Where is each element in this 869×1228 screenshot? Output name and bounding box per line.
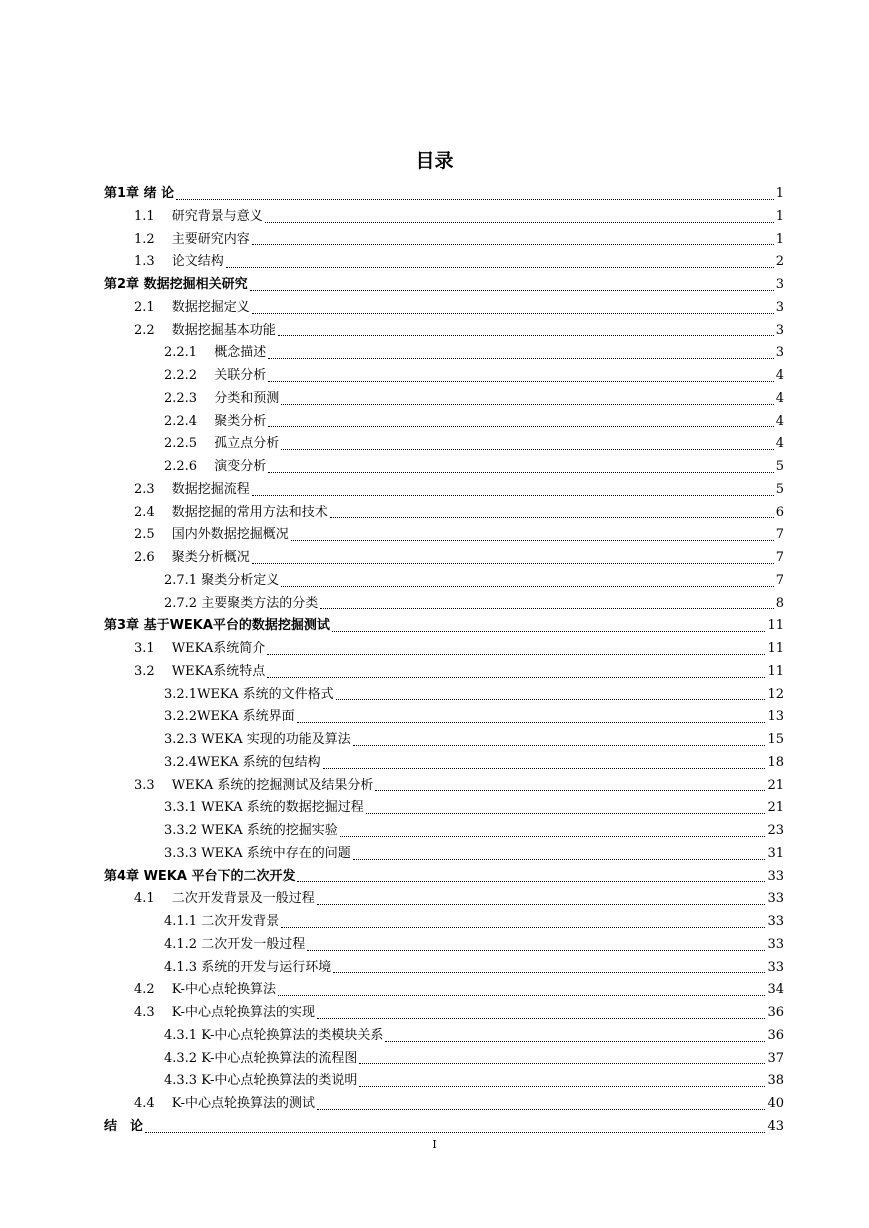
toc-entry-title: 2.2.6 演变分析 [164,459,267,474]
toc-entry-page: 21 [767,800,784,816]
dot-leader [330,516,774,518]
toc-entry-title: 2.7.2 主要聚类方法的分类 [164,595,319,611]
toc-entry-page: 11 [767,618,784,634]
dot-leader [359,1085,765,1087]
toc-entry-title: 2.3 数据挖掘流程 [134,481,250,497]
toc-entry-title: 4.1.2 二次开发一般过程 [164,936,306,952]
toc-entry[interactable] [104,684,784,707]
dot-leader [359,1062,765,1064]
toc-entry-page: 31 [767,845,784,861]
toc-entry[interactable] [104,593,784,616]
toc-entry-title: 2.2.1 概念描述 [164,345,267,361]
toc-entry[interactable] [104,570,784,593]
toc-entry-title: 第3章 基于WEKA平台的数据挖掘测试 [104,618,330,634]
dot-leader [340,835,766,837]
toc-entry-page: 33 [767,891,784,907]
dot-leader [281,585,774,587]
toc-entry-title: 4.2 K-中心点轮换算法 [134,982,276,998]
toc-entry-title: 3.2.4WEKA 系统的包结构 [164,754,321,770]
toc-entry-page: 36 [767,1005,784,1020]
toc-entry[interactable] [104,365,784,388]
dot-leader [281,926,765,928]
toc-entry-page: 6 [775,504,784,520]
toc-entry-page: 1 [775,208,784,224]
toc-entry-title: 3.3 WEKA 系统的挖掘测试及结果分析 [134,777,374,793]
dot-leader [278,334,774,336]
toc-entry[interactable] [104,388,784,411]
toc-entry-page: 13 [767,709,784,725]
page-title: 目录 [415,150,454,172]
dot-leader [145,1131,765,1133]
toc-entry-page: 23 [767,823,784,838]
toc-entry-page: 3 [775,322,784,338]
toc-entry[interactable] [104,183,784,206]
toc-entry-page: 5 [775,481,784,497]
toc-entry[interactable] [104,320,784,343]
toc-entry-title: 4.3.1 K-中心点轮换算法的类模块关系 [164,1027,384,1043]
toc-entry[interactable] [104,274,784,297]
dot-leader [250,289,774,291]
dot-leader [336,698,766,700]
dot-leader [307,949,765,951]
toc-entry-title: 1.2 主要研究内容 [134,231,250,247]
toc-entry-page: 3 [775,345,784,361]
toc-entry[interactable] [104,342,784,365]
toc-entry[interactable] [104,479,784,502]
toc-entry[interactable] [104,1093,784,1116]
toc-entry[interactable] [104,1070,784,1093]
toc-entry[interactable] [104,1025,784,1048]
toc-entry[interactable] [104,911,784,934]
toc-entry-page: 1 [775,186,784,201]
toc-entry-title: 结 论 [104,1118,144,1134]
dot-leader [176,198,774,200]
dot-leader [267,676,765,678]
toc-entry-page: 1 [775,231,784,247]
dot-leader [252,312,774,314]
toc-entry-title: 第1章 绪 论 [104,186,175,201]
dot-leader [226,266,774,268]
toc-entry[interactable] [104,547,784,570]
dot-leader [268,357,774,359]
dot-leader [281,403,774,405]
dot-leader [252,494,774,496]
page-number: I [432,1138,437,1151]
dot-leader [366,812,766,814]
toc-entry[interactable] [104,1048,784,1071]
toc-entry-page: 7 [775,527,784,543]
toc-entry-page: 4 [775,413,784,429]
toc-entry-title: 3.2.3 WEKA 实现的功能及算法 [164,732,351,747]
toc-entry-page: 11 [767,641,784,656]
toc-entry-title: 2.4 数据挖掘的常用方法和技术 [134,504,328,520]
toc-entry-title: 3.2.2WEKA 系统界面 [164,709,295,725]
toc-entry-page: 43 [767,1118,784,1134]
toc-entry-page: 8 [775,595,784,611]
toc-entry[interactable] [104,820,784,843]
toc-entry-page: 18 [767,754,784,770]
toc-entry-page: 33 [767,936,784,952]
toc-entry-page: 34 [767,982,784,998]
toc-entry-page: 11 [767,663,784,679]
toc-entry-title: 第2章 数据挖掘相关研究 [104,277,248,292]
toc-entry[interactable] [104,502,784,525]
toc-entry[interactable] [104,775,784,798]
toc-entry[interactable] [104,615,784,638]
toc-entry-page: 21 [767,777,784,793]
toc-entry-title: 1.1 研究背景与意义 [134,208,263,224]
dot-leader [267,653,765,655]
dot-leader [278,994,765,996]
toc-entry[interactable] [104,1002,784,1025]
dot-leader [320,607,774,609]
toc-entry[interactable] [104,297,784,320]
toc-entry-page: 4 [775,390,784,406]
toc-entry-page: 4 [775,436,784,452]
toc-entry-title: 3.1 WEKA系统简介 [134,641,266,656]
dot-leader [252,243,774,245]
toc-entry[interactable] [104,251,784,274]
toc-entry[interactable] [104,661,784,684]
dot-leader [353,744,766,746]
toc-entry-page: 36 [767,1027,784,1043]
toc-entry[interactable] [104,524,784,547]
toc-entry-page: 15 [767,732,784,747]
dot-leader [375,789,765,791]
toc-entry-title: 1.3 论文结构 [134,254,224,270]
dot-leader [385,1040,765,1042]
toc-entry-title: 2.2 数据挖掘基本功能 [134,322,276,338]
toc-entry[interactable] [104,934,784,957]
toc-entry[interactable] [104,638,784,661]
toc-entry[interactable] [104,411,784,434]
toc-entry[interactable] [104,433,784,456]
dot-leader [297,880,765,882]
toc-entry-title: 3.2 WEKA系统特点 [134,663,266,679]
toc-entry[interactable] [104,957,784,980]
toc-entry-title: 2.2.3 分类和预测 [164,390,280,406]
toc-entry-title: 3.3.3 WEKA 系统中存在的问题 [164,845,351,861]
toc-entry-page: 7 [775,572,784,588]
toc-entry-title: 2.7.1 聚类分析定义 [164,572,280,588]
dot-leader [297,721,766,723]
toc-entry-page: 40 [767,1096,784,1111]
toc-entry-title: 4.3.3 K-中心点轮换算法的类说明 [164,1073,358,1089]
toc-entry-page: 38 [767,1073,784,1089]
dot-leader [268,471,774,473]
dot-leader [317,1017,765,1019]
toc-entry-page: 3 [775,277,784,292]
toc-entry-page: 7 [775,550,784,565]
dot-leader [281,448,774,450]
toc-entry-title: 4.3.2 K-中心点轮换算法的流程图 [164,1050,358,1066]
toc-entry-page: 33 [767,868,784,884]
dot-leader [317,1108,765,1110]
toc-entry-title: 4.3 K-中心点轮换算法的实现 [134,1005,315,1020]
toc-entry[interactable] [104,1116,784,1139]
toc-entry-page: 33 [767,959,784,975]
dot-leader [265,221,774,223]
toc-entry-title: 2.5 国内外数据挖掘概况 [134,527,289,543]
toc-entry-title: 3.3.1 WEKA 系统的数据挖掘过程 [164,800,364,816]
toc-entry[interactable] [104,706,784,729]
toc-entry[interactable] [104,206,784,229]
toc-entry-title: 3.2.1WEKA 系统的文件格式 [164,686,334,702]
toc-entry[interactable] [104,979,784,1002]
toc-entry-page: 5 [775,459,784,474]
toc-entry-title: 3.3.2 WEKA 系统的挖掘实验 [164,823,338,838]
toc-entry-page: 4 [775,368,784,383]
toc-entry[interactable] [104,888,784,911]
toc-entry-title: 2.2.5 孤立点分析 [164,436,280,452]
toc-entry-page: 2 [775,254,784,270]
dot-leader [353,858,766,860]
toc-entry-title: 4.1.1 二次开发背景 [164,914,280,929]
toc-entry-page: 37 [767,1050,784,1066]
toc-entry-title: 第4章 WEKA 平台下的二次开发 [104,868,296,884]
toc-entry-title: 2.6 聚类分析概况 [134,550,250,565]
toc-entry-page: 12 [767,686,784,702]
table-of-contents [104,183,784,1139]
toc-entry-title: 4.4 K-中心点轮换算法的测试 [134,1096,315,1111]
toc-entry-title: 2.1 数据挖掘定义 [134,299,250,315]
dot-leader [268,425,774,427]
dot-leader [332,630,766,632]
dot-leader [317,903,766,905]
dot-leader [252,562,774,564]
dot-leader [323,767,766,769]
dot-leader [333,971,765,973]
toc-entry[interactable] [104,866,784,889]
toc-entry[interactable] [104,456,784,479]
toc-entry[interactable] [104,843,784,866]
toc-entry-title: 4.1.3 系统的开发与运行环境 [164,959,332,975]
dot-leader [268,380,774,382]
dot-leader [291,539,774,541]
toc-entry-page: 33 [767,914,784,929]
toc-entry-title: 2.2.4 聚类分析 [164,413,267,429]
toc-entry[interactable] [104,729,784,752]
toc-entry-title: 2.2.2 关联分析 [164,368,267,383]
toc-entry[interactable] [104,797,784,820]
toc-entry[interactable] [104,752,784,775]
toc-entry-page: 3 [775,299,784,315]
toc-entry-title: 4.1 二次开发背景及一般过程 [134,891,315,907]
toc-entry[interactable] [104,229,784,252]
